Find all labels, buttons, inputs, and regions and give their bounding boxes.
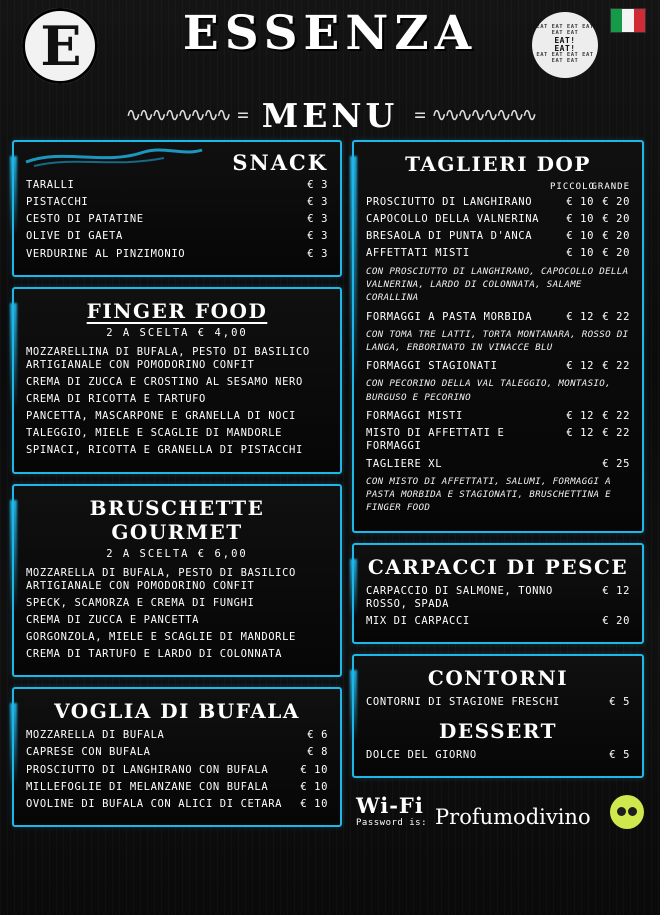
logo-letter: E xyxy=(40,14,80,78)
list-item: CARPACCIO DI SALMONE, TONNO ROSSO, SPADA € 12 xyxy=(366,584,630,610)
list-item: MIX DI CARPACCI € 20 xyxy=(366,614,630,627)
formaggi-stagionati-description: CON PECORINO DELLA VAL TALEGGIO, MONTASIO, BURGUSO E PECORINO xyxy=(366,378,611,403)
section-finger-food xyxy=(12,287,342,474)
taglieri-price-header xyxy=(366,182,630,192)
list-item: OLIVE DI GAETA € 3 xyxy=(26,230,328,243)
table-row: FORMAGGI STAGIONATI € 12 € 22 xyxy=(366,360,630,373)
list-item: CREMA DI TARTUFO E LARDO DI COLONNATA xyxy=(26,648,283,661)
wifi-title: Wi-Fi xyxy=(356,793,424,819)
list-item: CAPRESE CON BUFALA € 8 xyxy=(26,746,328,759)
section-taglieri-dop xyxy=(352,140,644,533)
list-item: TALEGGIO, MIELE E SCAGLIE DI MANDORLE xyxy=(26,427,283,440)
snack-items xyxy=(26,179,328,261)
list-item: VERDURINE AL PINZIMONIO € 3 xyxy=(26,247,328,260)
list-item: PISTACCHI € 3 xyxy=(26,196,328,209)
wifi-password-label: Password is: xyxy=(356,818,428,829)
tripadvisor-icon xyxy=(610,795,644,829)
restaurant-name: ESSENZA xyxy=(182,6,478,61)
list-item: MOZZARELLA DI BUFALA, PESTO DI BASILICO ARTIGIANALE CON POMODORINO CONFIT xyxy=(26,566,296,592)
section-title-taglieri: TAGLIERI DOP xyxy=(405,152,591,176)
list-item: CREMA DI ZUCCA E PANCETTA xyxy=(26,613,200,626)
list-item: CESTO DI PATATINE € 3 xyxy=(26,213,328,226)
menu-word: MENU xyxy=(261,95,399,135)
table-row: TAGLIERE XL € 25 xyxy=(366,457,630,470)
badge-ring-top: EAT EAT EAT EAT EAT EAT xyxy=(536,24,594,36)
table-row: FORMAGGI MISTI € 12 € 22 xyxy=(366,410,630,423)
flourish-left-icon: ∿∿∿∿∿∿∿∿ = xyxy=(125,104,246,126)
list-item: PANCETTA, MASCARPONE E GRANELLA DI NOCI xyxy=(26,410,296,423)
list-item: SPINACI, RICOTTA E GRANELLA DI PISTACCHI xyxy=(26,444,303,457)
list-item: MILLEFOGLIE DI MELANZANE CON BUFALA € 10 xyxy=(26,780,328,793)
section-title-carpacci: CARPACCI DI PESCE xyxy=(367,554,629,579)
col-header-grande: GRANDE xyxy=(591,182,630,192)
col-header-piccolo: PICCOLO xyxy=(550,182,595,192)
bruschette-subtitle: 2 A SCELTA € 6,00 xyxy=(106,547,248,560)
formaggi-morbida-description: CON TOMA TRE LATTI, TORTA MONTANARA, ROSSO DI LANGA, ERBORINATO IN VINACCE BLU xyxy=(366,328,629,353)
section-carpacci-di-pesce xyxy=(352,543,644,644)
list-item: CREMA DI ZUCCA E CROSTINO AL SESAMO NERO xyxy=(26,375,303,388)
table-row: FORMAGGI A PASTA MORBIDA € 12 € 22 xyxy=(366,310,630,323)
table-row: MISTO DI AFFETTATI E FORMAGGI € 12 € 22 xyxy=(366,427,630,453)
section-title-contorni: CONTORNI xyxy=(427,666,569,691)
right-column xyxy=(352,140,644,915)
list-item: OVOLINE DI BUFALA CON ALICI DI CETARA € 10 xyxy=(26,797,328,810)
tagliere-xl-description: CON MISTO DI AFFETTATI, SALUMI, FORMAGGI A PASTA MORBIDA E STAGIONATI, BRUSCHETTINA E FINGER FOOD xyxy=(366,475,611,514)
eat-eat-badge xyxy=(532,12,598,78)
section-voglia-di-bufala xyxy=(12,687,342,827)
affettati-description: CON PROSCIUTTO DI LANGHIRANO, CAPOCOLLO DELLA VALNERINA, LARDO DI COLONNATA, SALAME CORALLINA xyxy=(366,265,629,304)
brush-stroke-icon xyxy=(24,146,204,168)
badge-ring-bottom: EAT EAT EAT EAT EAT EAT xyxy=(536,52,594,65)
finger-food-subtitle: 2 A SCELTA € 4,00 xyxy=(106,326,248,339)
section-title-dessert: DESSERT xyxy=(439,719,557,744)
list-item: MOZZARELLA DI BUFALA € 6 xyxy=(26,729,328,742)
italian-flag-icon xyxy=(610,8,646,33)
wifi-footer xyxy=(352,794,644,828)
table-row: BRESAOLA DI PUNTA D'ANCA € 10 € 20 xyxy=(366,230,630,243)
badge-label-top: EAT! xyxy=(554,35,576,45)
section-snack xyxy=(12,140,342,277)
section-title-finger-food: FINGER FOOD xyxy=(86,298,268,323)
section-contorni-dessert xyxy=(352,654,644,778)
list-item: CONTORNI DI STAGIONE FRESCHI € 5 xyxy=(366,696,630,709)
section-title-bruschette: BRUSCHETTE GOURMET xyxy=(89,495,265,544)
left-column xyxy=(12,140,342,915)
menu-header xyxy=(0,0,660,92)
section-bruschette-gourmet xyxy=(12,484,342,678)
section-title-bufala: VOGLIA DI BUFALA xyxy=(54,699,300,724)
list-item: SPECK, SCAMORZA E CREMA DI FUNGHI xyxy=(26,596,255,609)
list-item: DOLCE DEL GIORNO € 5 xyxy=(366,749,630,762)
list-item: GORGONZOLA, MIELE E SCAGLIE DI MANDORLE xyxy=(26,631,296,643)
wifi-password: Profumodivino xyxy=(435,804,591,829)
section-title-snack: SNACK xyxy=(232,150,328,175)
flourish-right-icon: = ∿∿∿∿∿∿∿∿ xyxy=(414,104,535,126)
menu-divider xyxy=(0,92,660,138)
badge-label-bottom: EAT! xyxy=(554,44,576,53)
list-item: PROSCIUTTO DI LANGHIRANO CON BUFALA € 10 xyxy=(26,763,328,776)
list-item: TARALLI € 3 xyxy=(26,179,328,191)
table-row: CAPOCOLLO DELLA VALNERINA € 10 € 20 xyxy=(366,213,630,226)
table-row: PROSCIUTTO DI LANGHIRANO € 10 € 20 xyxy=(366,196,630,208)
list-item: CREMA DI RICOTTA E TARTUFO xyxy=(26,393,206,405)
list-item: MOZZARELLINA DI BUFALA, PESTO DI BASILICO ARTIGIANALE CON POMODORINO CONFIT xyxy=(26,345,310,371)
table-row: AFFETTATI MISTI € 10 € 20 xyxy=(366,247,630,260)
